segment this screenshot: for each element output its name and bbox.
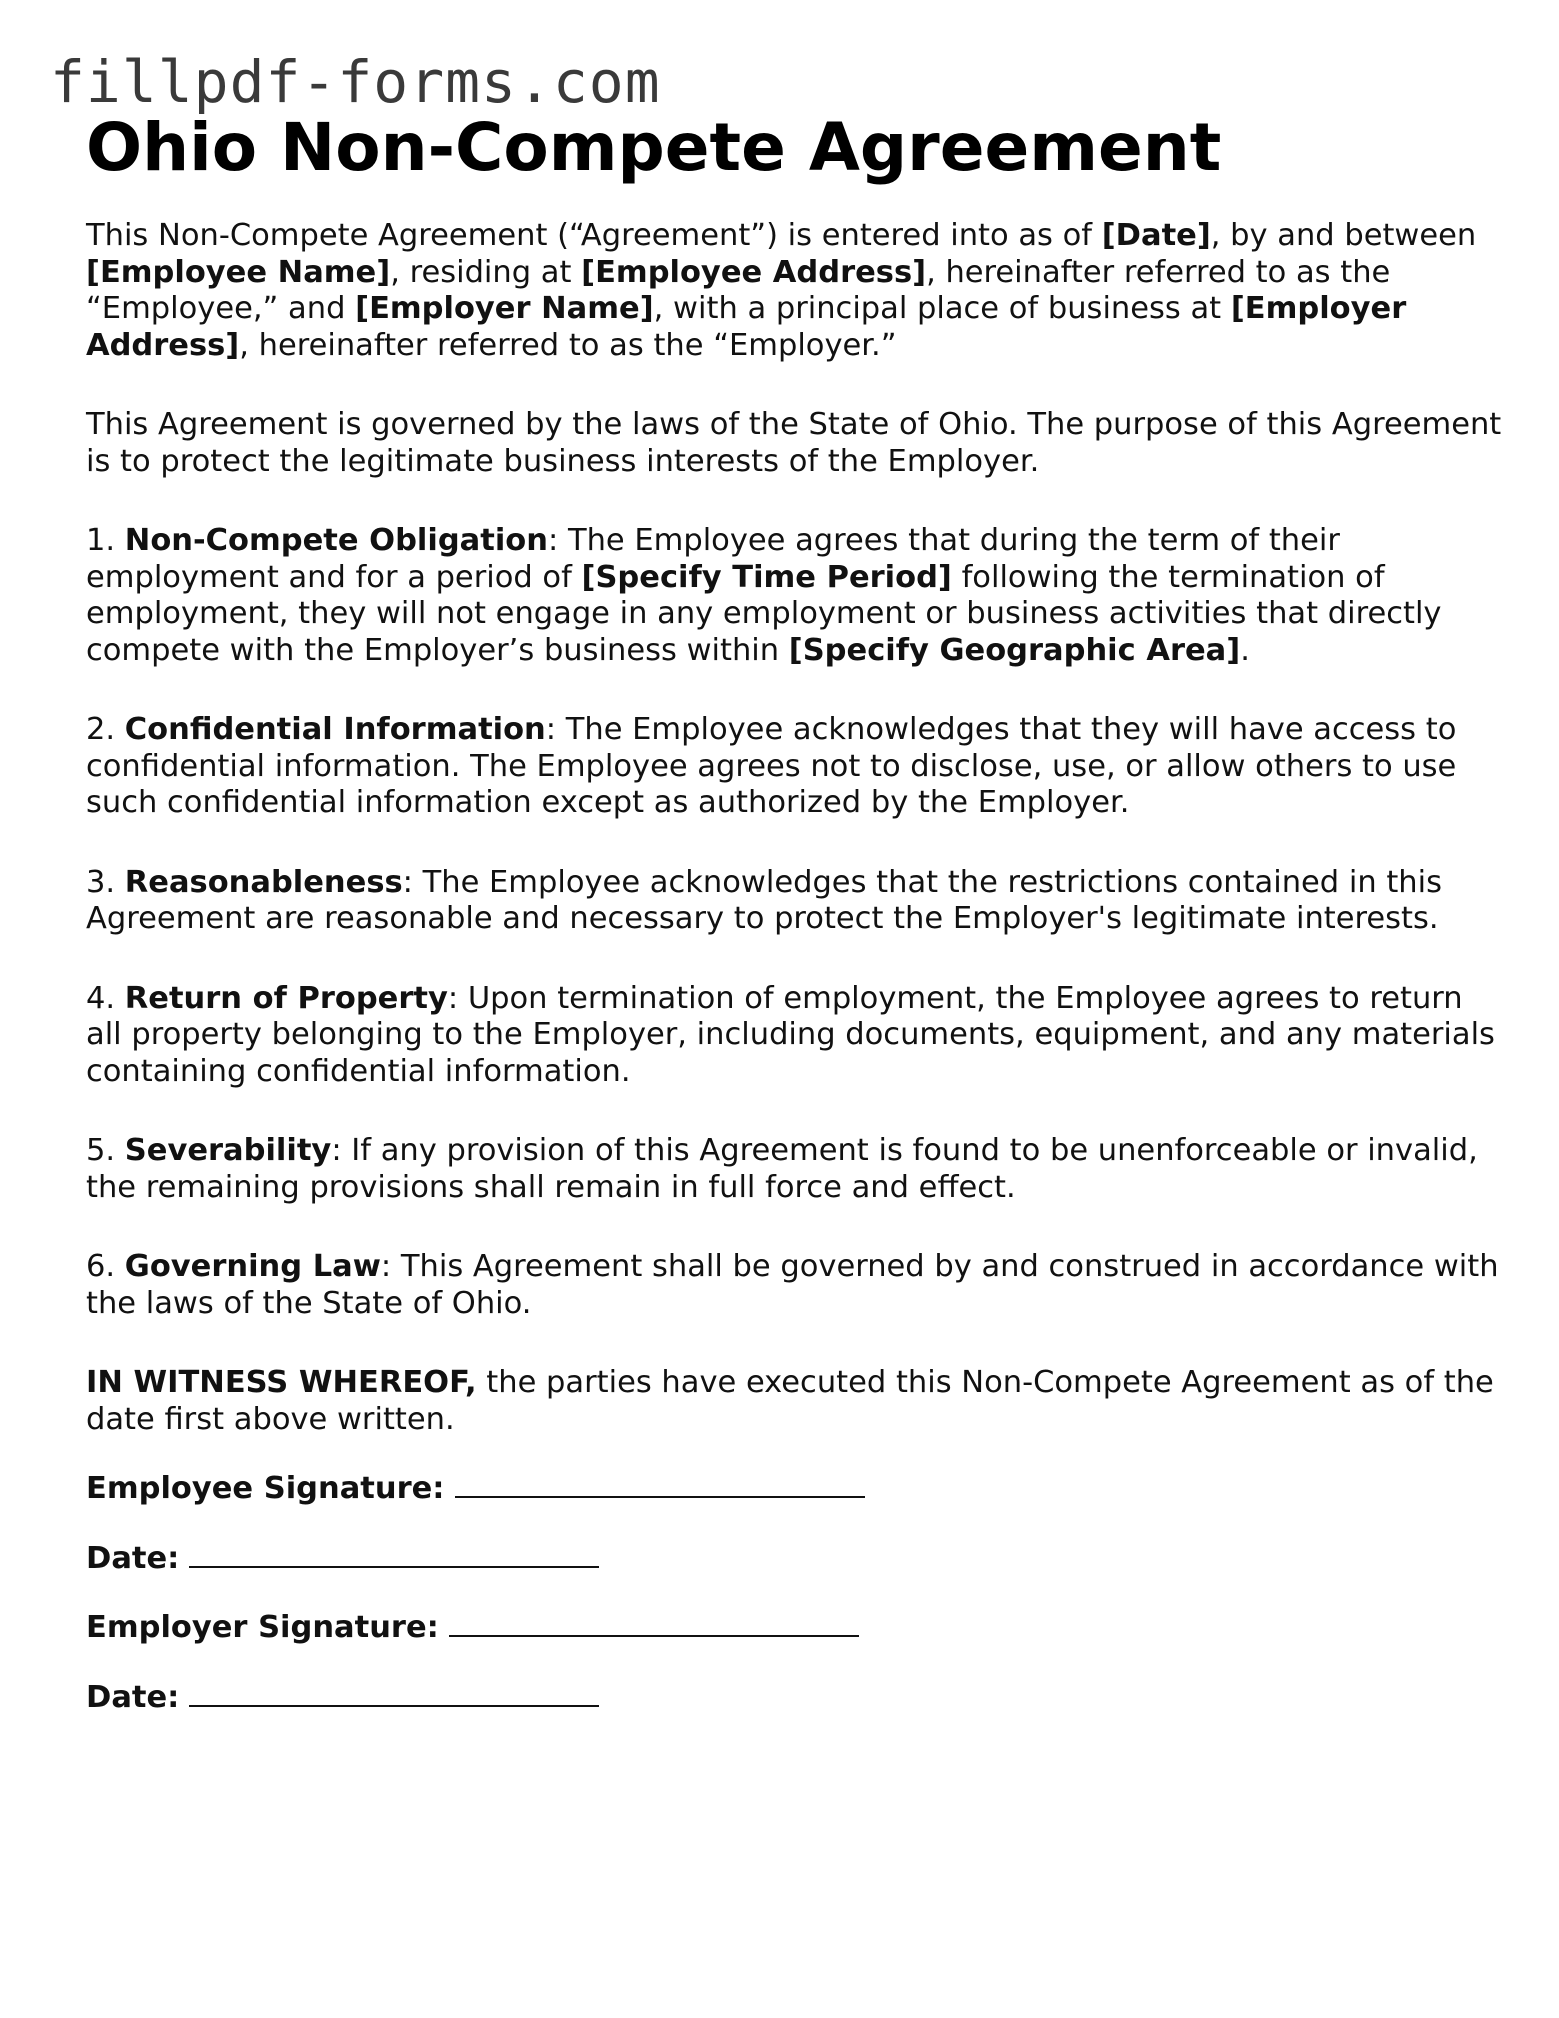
employee-signature-row bbox=[86, 1468, 1506, 1508]
section-non-compete bbox=[86, 523, 1506, 669]
intro-paragraph bbox=[86, 218, 1506, 364]
intro-text: , residing at bbox=[390, 254, 582, 290]
document-body bbox=[86, 108, 1506, 1716]
section-heading: Confidential Information bbox=[124, 712, 546, 747]
witness-paragraph bbox=[86, 1365, 1506, 1438]
section-heading: Return of Property bbox=[124, 980, 448, 1016]
employer-signature-row bbox=[86, 1607, 1506, 1647]
employee-date-row bbox=[86, 1538, 1506, 1578]
section-number: 6. bbox=[86, 1249, 125, 1284]
intro-text: , hereinafter referred to as the “Employer.” bbox=[239, 327, 897, 363]
intro-text: , hereinafter referred to as the “Employee,” and bbox=[86, 254, 1391, 326]
employer-signature-line[interactable] bbox=[449, 1607, 859, 1637]
section-text: . bbox=[1240, 632, 1250, 668]
section-text: : Upon termination of employment, the Employee agrees to return all property belonging to the Employer, including documents, equipment, and any materials containing confidential information. bbox=[86, 980, 1495, 1089]
section-number: 4. bbox=[86, 980, 125, 1016]
geographic-area-placeholder: [Specify Geographic Area] bbox=[788, 632, 1241, 668]
employee-date-label: Date: bbox=[86, 1540, 180, 1576]
section-reasonableness bbox=[86, 865, 1506, 938]
section-number: 5. bbox=[86, 1133, 125, 1168]
section-heading: Governing Law bbox=[124, 1249, 381, 1284]
section-text: following the termination of employment, they will not engage in any employment or business activities that directly compete with the Employer’s business within bbox=[86, 559, 1442, 668]
section-number: 2. bbox=[86, 712, 125, 747]
section-severability bbox=[86, 1133, 1506, 1206]
section-text: : The Employee acknowledges that they will have access to confidential information. The Employee agrees not to disclose, use, or allow others to use such confidential information except as authorized by the Employer. bbox=[86, 712, 1457, 820]
intro-text: , by and between bbox=[1210, 218, 1477, 253]
date-placeholder: [Date] bbox=[1101, 218, 1211, 253]
employer-signature-label: Employer Signature: bbox=[86, 1610, 439, 1645]
section-return-of-property bbox=[86, 981, 1506, 1091]
section-confidential bbox=[86, 712, 1506, 822]
watermark: fillpdf-forms.com bbox=[50, 48, 661, 116]
intro-text: This Non-Compete Agreement (“Agreement”) is entered into as of bbox=[86, 218, 1102, 253]
section-heading: Non-Compete Obligation bbox=[124, 523, 548, 558]
employee-signature-label: Employee Signature: bbox=[86, 1471, 445, 1506]
section-text: : This Agreement shall be governed by and construed in accordance with the laws of the State of Ohio. bbox=[86, 1249, 1499, 1321]
time-period-placeholder: [Specify Time Period] bbox=[581, 559, 952, 595]
section-text: : The Employee acknowledges that the restrictions contained in this Agreement are reasonable and necessary to protect the Employer's legitimate interests. bbox=[86, 864, 1442, 936]
section-number: 1. bbox=[86, 523, 125, 558]
section-governing-law bbox=[86, 1249, 1506, 1322]
employer-date-row bbox=[86, 1677, 1506, 1717]
witness-text: the parties have executed this Non-Compete Agreement as of the date first above written. bbox=[86, 1365, 1494, 1437]
employee-name-placeholder: [Employee Name] bbox=[86, 254, 391, 290]
section-heading: Reasonableness bbox=[124, 864, 403, 900]
witness-lead: IN WITNESS WHEREOF, bbox=[86, 1365, 477, 1400]
employer-name-placeholder: [Employer Name] bbox=[355, 291, 654, 326]
employer-date-label: Date: bbox=[86, 1679, 180, 1715]
employer-address-placeholder: [Employer Address] bbox=[86, 291, 1407, 363]
purpose-paragraph: This Agreement is governed by the laws of the State of Ohio. The purpose of this Agreement is to protect the legitimate business interests of the Employer. bbox=[86, 407, 1502, 479]
employee-date-line[interactable] bbox=[189, 1538, 599, 1568]
employee-signature-line[interactable] bbox=[455, 1468, 865, 1498]
section-number: 3. bbox=[86, 864, 125, 900]
intro-text: , with a principal place of business at bbox=[653, 291, 1231, 326]
employee-address-placeholder: [Employee Address] bbox=[581, 254, 927, 290]
section-heading: Severability bbox=[124, 1133, 332, 1168]
employer-date-line[interactable] bbox=[189, 1677, 599, 1707]
section-text: : If any provision of this Agreement is found to be unenforceable or invalid, the remaining provisions shall remain in full force and effect. bbox=[86, 1133, 1478, 1205]
page-title: Ohio Non-Compete Agreement bbox=[86, 109, 1222, 186]
section-text: : The Employee agrees that during the term of their employment and for a period of bbox=[86, 523, 1340, 595]
